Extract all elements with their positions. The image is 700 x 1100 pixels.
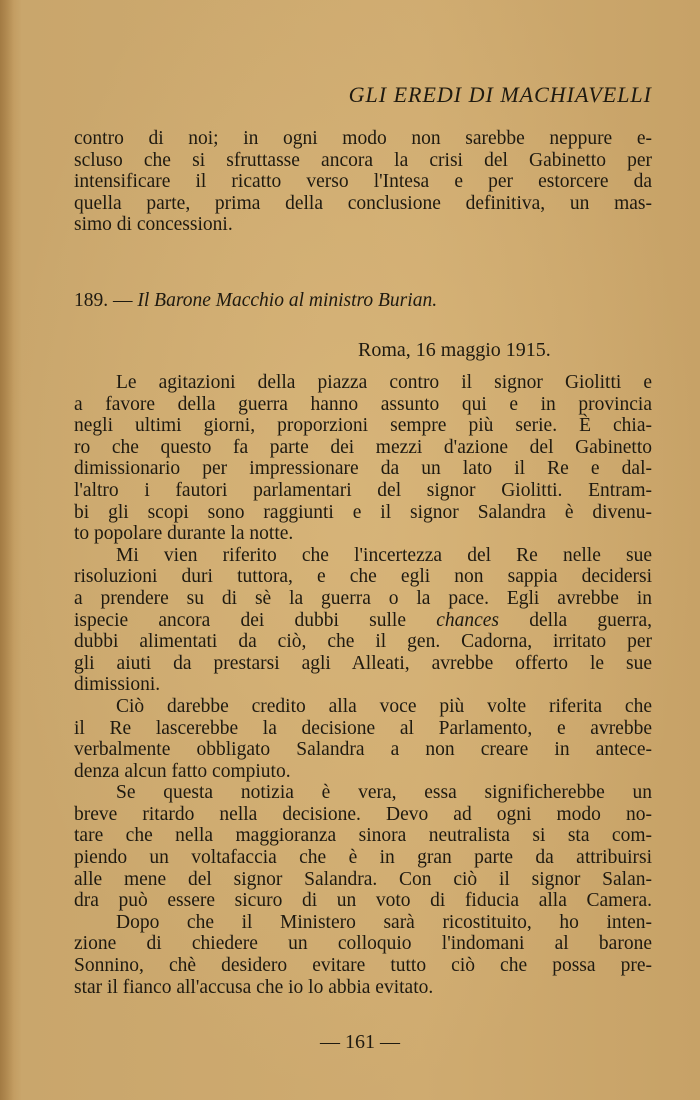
text-line: dra può essere sicuro di un voto di fiducia alla Camera. (74, 890, 652, 912)
text-line: intensificare il ricatto verso l'Intesa e per estorcere da (74, 171, 652, 193)
text-line: dubbi alimentati da ciò, che il gen. Cadorna, irritato per (74, 631, 652, 653)
text-line: Sonnino, chè desidero evitare tutto ciò che possa pre- (74, 955, 652, 977)
text-line: to popolare durante la notte. (74, 523, 294, 545)
page-number: — 161 — (320, 1031, 400, 1053)
italic-word: chances (436, 609, 500, 631)
text-line: alle mene del signor Salandra. Con ciò il signor Salan- (74, 868, 652, 890)
document-number: 189. — (74, 290, 133, 311)
text-line: dimissionario per impressionare da un lato il Re e dal- (74, 458, 652, 480)
text-line: contro di noi; in ogni modo non sarebbe neppure e- (74, 128, 652, 149)
text-line: simo di concessioni. (74, 214, 233, 236)
text-line: denza alcun fatto compiuto. (74, 760, 291, 782)
text-line: risoluzioni duri tuttora, e che egli non sappia decidersi (74, 566, 652, 588)
text-line: breve ritardo nella decisione. Devo ad ogni modo no- (74, 803, 652, 825)
running-head: GLI EREDI DI MACHIAVELLI (348, 82, 652, 107)
text-line: dimissioni. (74, 674, 161, 696)
document-heading (74, 290, 437, 312)
text-line: zione di chiedere un colloquio l'indomani al barone (74, 933, 652, 955)
text-line: l'altro i fautori parlamentari del signor Giolitti. Entram- (74, 479, 652, 501)
text-line: il Re lascerebbe la decisione al Parlamento, e avrebbe (74, 717, 652, 739)
text-line: piendo un voltafaccia che è in gran parte da attribuirsi (74, 847, 652, 869)
text-segment: della guerra, (529, 609, 653, 631)
text-line: ro che questo fa parte dei mezzi d'azione del Gabinetto (74, 436, 652, 458)
text-line: Mi vien riferito che l'incertezza del Re nelle sue (116, 544, 652, 566)
text-line: a prendere su di sè la guerra o la pace. Egli avrebbe in (74, 587, 652, 609)
text-line: Ciò darebbe credito alla voce più volte riferita che (116, 695, 652, 717)
text-line: star il fianco all'accusa che io lo abbia evitato. (74, 976, 434, 998)
continued-paragraph (74, 128, 652, 236)
document-body (74, 372, 652, 998)
text-line-with-italic (74, 610, 652, 632)
text-line: gli aiuti da prestarsi agli Alleati, avrebbe offerto le sue (74, 652, 652, 674)
text-line: bi gli scopi sono raggiunti e il signor Salandra è divenu- (74, 501, 652, 523)
text-line: tare che nella maggioranza sinora neutralista si sta com- (74, 825, 652, 847)
gutter-shadow (0, 0, 14, 1100)
text-line: scluso che si sfruttasse ancora la crisi del Gabinetto per (74, 149, 652, 171)
text-line: a favore della guerra hanno assunto qui e in provincia (74, 393, 652, 415)
text-line: negli ultimi giorni, proporzioni sempre più serie. È chia- (74, 415, 652, 437)
text-segment: ispecie ancora dei dubbi sulle (74, 609, 406, 631)
text-line: Se questa notizia è vera, essa significherebbe un (116, 782, 652, 804)
text-line: verbalmente obbligato Salandra a non creare in antece- (74, 739, 652, 761)
dateline: Roma, 16 maggio 1915. (358, 339, 551, 361)
text-line: Le agitazioni della piazza contro il signor Giolitti e (116, 372, 652, 393)
text-line: Dopo che il Ministero sarà ricostituito, ho inten- (116, 911, 652, 933)
document-title: Il Barone Macchio al ministro Burian. (137, 290, 438, 311)
text-line: quella parte, prima della conclusione definitiva, un mas- (74, 192, 652, 214)
